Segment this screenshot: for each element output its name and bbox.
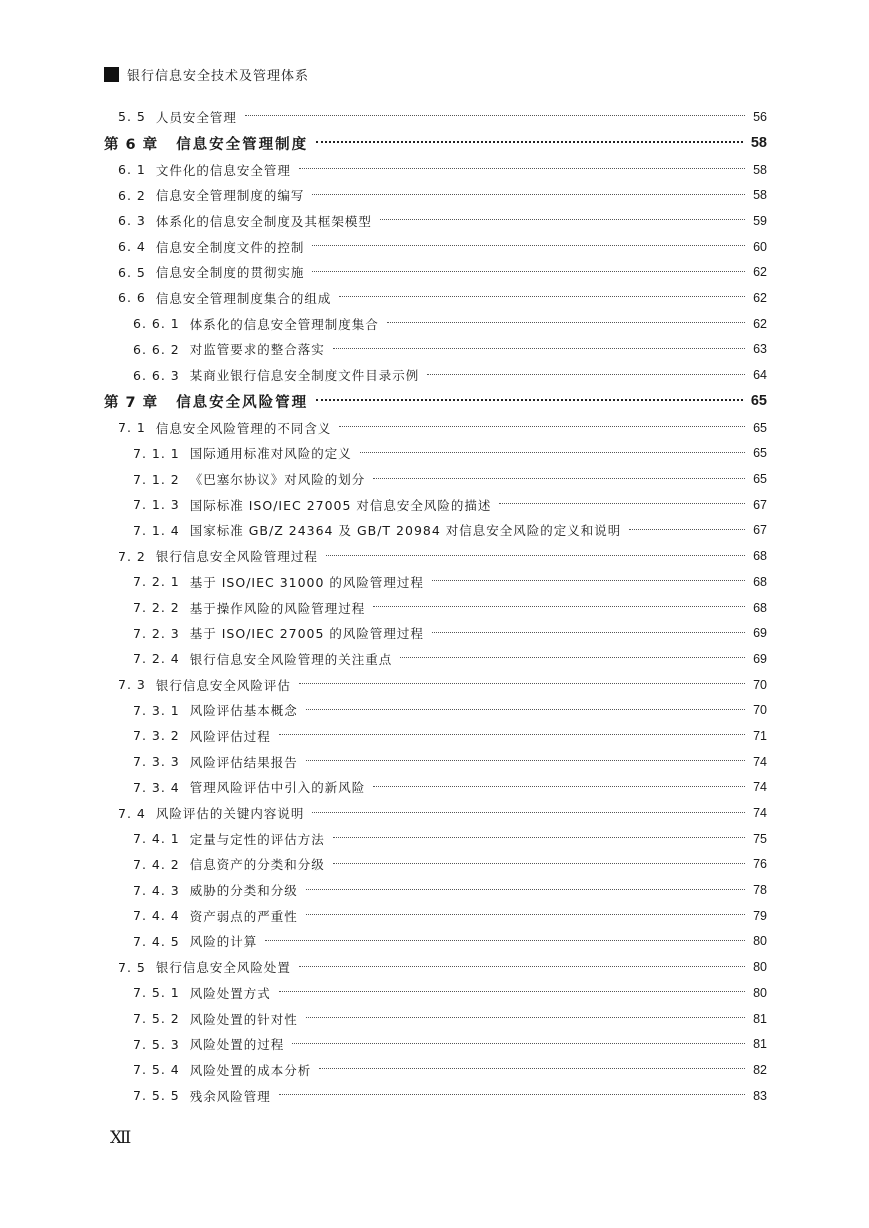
toc-entry-number: 6. 2 xyxy=(118,187,146,203)
toc-entry xyxy=(104,1006,767,1032)
dot-leader xyxy=(360,452,745,453)
toc-entry-number: 7. 3. 2 xyxy=(133,728,180,744)
dot-leader xyxy=(333,837,745,838)
toc-entry xyxy=(104,543,767,569)
toc-entry-title: 定量与定性的评估方法 xyxy=(189,831,325,847)
toc-entry-number: 6. 6. 2 xyxy=(133,341,180,357)
toc-entry-page-number: 70 xyxy=(753,703,767,718)
toc-entry-title: 银行信息安全风险管理的关注重点 xyxy=(189,651,393,667)
toc-entry-page-number: 80 xyxy=(753,934,767,949)
toc-entry-number: 7. 4. 1 xyxy=(133,831,180,847)
toc-entry-title: 体系化的信息安全管理制度集合 xyxy=(189,316,379,332)
toc-entry-page-number: 62 xyxy=(753,290,767,305)
dot-leader xyxy=(373,606,745,607)
toc-entry-title: 基于 ISO/IEC 31000 的风险管理过程 xyxy=(189,574,424,590)
toc-entry-page-number: 74 xyxy=(753,780,767,795)
toc-entry-number: 7. 5. 2 xyxy=(133,1011,180,1027)
toc-entry xyxy=(104,620,767,646)
toc-entry-title: 文件化的信息安全管理 xyxy=(155,162,291,178)
toc-entry-number: 7. 3. 3 xyxy=(133,754,180,770)
dot-leader xyxy=(499,503,745,504)
toc-entry xyxy=(104,749,767,775)
toc-entry-number: 5. 5 xyxy=(118,109,146,125)
dot-leader xyxy=(279,991,745,992)
toc-entry xyxy=(104,182,767,208)
dot-leader xyxy=(306,1017,745,1018)
dot-leader xyxy=(432,632,745,633)
toc-entry xyxy=(104,1083,767,1109)
toc-entry-number: 6. 6. 3 xyxy=(133,367,180,383)
toc-entry xyxy=(104,980,767,1006)
toc-entry-number: 7. 1. 4 xyxy=(133,522,180,538)
toc-entry-number: 6. 4 xyxy=(118,239,146,255)
toc-entry-page-number: 65 xyxy=(750,393,767,410)
toc-entry-title: 国家标准 GB/Z 24364 及 GB/T 20984 对信息安全风险的定义和说明 xyxy=(189,523,622,539)
dot-leader xyxy=(629,529,745,530)
toc-entry-title: 对监管要求的整合落实 xyxy=(189,342,325,358)
toc-entry-title: 风险评估的关键内容说明 xyxy=(155,806,305,822)
toc-entry-number: 7. 2. 4 xyxy=(133,651,180,667)
toc-entry-title: 信息安全制度的贯彻实施 xyxy=(155,265,305,281)
toc-entry-page-number: 63 xyxy=(753,342,767,357)
toc-entry-title: 风险评估结果报告 xyxy=(189,754,298,770)
dot-leader xyxy=(306,760,745,761)
toc-entry-number: 7. 5 xyxy=(118,959,146,975)
dot-leader xyxy=(432,580,745,581)
toc-entry-number: 7. 4. 5 xyxy=(133,933,180,949)
toc-entry xyxy=(104,595,767,621)
dot-leader xyxy=(312,245,745,246)
toc-entry xyxy=(104,569,767,595)
toc-entry-number: 6. 3 xyxy=(118,213,146,229)
toc-entry-page-number: 71 xyxy=(753,728,767,743)
toc-entry-page-number: 68 xyxy=(753,600,767,615)
toc-entry-title: 信息安全管理制度集合的组成 xyxy=(155,290,332,306)
dot-leader xyxy=(299,168,745,169)
toc-entry-page-number: 68 xyxy=(753,549,767,564)
toc-entry-page-number: 67 xyxy=(753,523,767,538)
dot-leader xyxy=(333,863,745,864)
toc-entry-title: 风险的计算 xyxy=(189,934,258,950)
toc-entry-title: 国际标准 ISO/IEC 27005 对信息安全风险的描述 xyxy=(189,497,492,513)
toc-entry-page-number: 75 xyxy=(753,831,767,846)
toc-entry-page-number: 78 xyxy=(753,883,767,898)
toc-entry-title: 基于 ISO/IEC 27005 的风险管理过程 xyxy=(189,626,424,642)
toc-entry-number: 7. 5. 3 xyxy=(133,1036,180,1052)
toc-entry-title: 信息资产的分类和分级 xyxy=(189,857,325,873)
toc-entry xyxy=(104,466,767,492)
toc-chapter-entry xyxy=(104,130,767,157)
toc-entry-title: 风险处置的针对性 xyxy=(189,1011,298,1027)
toc-entry-number: 第 7 章 xyxy=(104,394,159,411)
toc-entry xyxy=(104,518,767,544)
toc-entry-number: 6. 1 xyxy=(118,162,146,178)
toc-entry-page-number: 59 xyxy=(753,213,767,228)
toc-entry xyxy=(104,259,767,285)
toc-entry-title: 威胁的分类和分级 xyxy=(189,883,298,899)
dot-leader xyxy=(306,914,745,915)
toc-entry xyxy=(104,104,767,130)
toc-entry-title: 国际通用标准对风险的定义 xyxy=(189,446,352,462)
dot-leader xyxy=(279,1094,745,1095)
toc-entry-title: 信息安全管理制度 xyxy=(176,136,309,153)
toc-entry-page-number: 82 xyxy=(753,1062,767,1077)
toc-entry-number: 7. 4. 3 xyxy=(133,882,180,898)
dot-leader xyxy=(312,812,745,813)
toc-entry-title: 信息安全风险管理 xyxy=(176,394,309,411)
dot-leader xyxy=(265,940,745,941)
toc-entry-number: 7. 5. 1 xyxy=(133,985,180,1001)
toc-entry-title: 资产弱点的严重性 xyxy=(189,908,298,924)
toc-entry-number: 7. 2. 3 xyxy=(133,625,180,641)
toc-entry-number: 7. 3. 4 xyxy=(133,779,180,795)
toc-entry-page-number: 81 xyxy=(753,1037,767,1052)
toc-entry xyxy=(104,208,767,234)
toc-entry-title: 《巴塞尔协议》对风险的划分 xyxy=(189,472,366,488)
toc-entry xyxy=(104,311,767,337)
toc-entry-number: 7. 5. 4 xyxy=(133,1062,180,1078)
toc-entry xyxy=(104,285,767,311)
toc-entry-title: 风险处置的过程 xyxy=(189,1037,285,1053)
dot-leader xyxy=(306,709,745,710)
dot-leader xyxy=(326,555,745,556)
toc-entry-title: 信息安全制度文件的控制 xyxy=(155,239,305,255)
toc-entry xyxy=(104,1031,767,1057)
toc-chapter-entry xyxy=(104,388,767,415)
toc-entry-number: 7. 4 xyxy=(118,805,146,821)
toc-entry xyxy=(104,877,767,903)
toc-entry-page-number: 64 xyxy=(753,368,767,383)
toc-entry-page-number: 68 xyxy=(753,574,767,589)
toc-entry xyxy=(104,723,767,749)
page-folio: Ⅻ xyxy=(110,1128,131,1148)
toc-entry-title: 银行信息安全风险处置 xyxy=(155,960,291,976)
toc-entry-title: 信息安全管理制度的编写 xyxy=(155,188,305,204)
dot-leader xyxy=(319,1068,745,1069)
toc-entry-title: 管理风险评估中引入的新风险 xyxy=(189,780,366,796)
dot-leader xyxy=(339,426,745,427)
toc-entry-number: 7. 2. 2 xyxy=(133,600,180,616)
toc-entry xyxy=(104,800,767,826)
toc-entry xyxy=(104,672,767,698)
toc-entry-page-number: 80 xyxy=(753,960,767,975)
toc-entry-title: 信息安全风险管理的不同含义 xyxy=(155,420,332,436)
toc-entry-number: 7. 3. 1 xyxy=(133,702,180,718)
toc-entry-number: 6. 6. 1 xyxy=(133,316,180,332)
dot-leader xyxy=(279,734,745,735)
toc-entry xyxy=(104,234,767,260)
table-of-contents xyxy=(104,104,767,1108)
toc-entry-number: 7. 1. 1 xyxy=(133,445,180,461)
dot-leader xyxy=(316,141,743,143)
dot-leader xyxy=(306,889,745,890)
toc-entry-number: 7. 2 xyxy=(118,548,146,564)
toc-entry xyxy=(104,492,767,518)
toc-entry xyxy=(104,337,767,363)
toc-entry xyxy=(104,362,767,388)
toc-entry-page-number: 76 xyxy=(753,857,767,872)
toc-entry-page-number: 69 xyxy=(753,651,767,666)
toc-entry-page-number: 58 xyxy=(753,162,767,177)
dot-leader xyxy=(387,322,745,323)
toc-entry-title: 风险评估过程 xyxy=(189,728,271,744)
toc-entry-page-number: 81 xyxy=(753,1011,767,1026)
dot-leader xyxy=(299,966,745,967)
toc-entry-page-number: 65 xyxy=(753,446,767,461)
toc-entry-title: 风险评估基本概念 xyxy=(189,703,298,719)
toc-entry xyxy=(104,697,767,723)
toc-entry-page-number: 70 xyxy=(753,677,767,692)
dot-leader xyxy=(312,194,745,195)
toc-entry-number: 7. 1. 2 xyxy=(133,471,180,487)
toc-entry xyxy=(104,415,767,441)
dot-leader xyxy=(316,399,743,401)
header-title: 银行信息安全技术及管理体系 xyxy=(127,68,310,84)
toc-entry-number: 6. 6 xyxy=(118,290,146,306)
toc-entry xyxy=(104,852,767,878)
toc-entry-number: 7. 4. 2 xyxy=(133,856,180,872)
toc-entry-number: 7. 2. 1 xyxy=(133,574,180,590)
dot-leader xyxy=(339,296,745,297)
toc-entry-number: 第 6 章 xyxy=(104,136,159,153)
toc-entry-title: 某商业银行信息安全制度文件目录示例 xyxy=(189,368,420,384)
toc-entry-page-number: 58 xyxy=(753,188,767,203)
toc-entry-page-number: 83 xyxy=(753,1088,767,1103)
header-square-mark xyxy=(104,67,119,82)
dot-leader xyxy=(380,219,745,220)
toc-entry-page-number: 58 xyxy=(750,135,767,152)
toc-entry xyxy=(104,1057,767,1083)
dot-leader xyxy=(427,374,745,375)
running-header xyxy=(104,66,309,82)
dot-leader xyxy=(400,657,745,658)
toc-entry xyxy=(104,826,767,852)
dot-leader xyxy=(299,683,745,684)
toc-entry-page-number: 62 xyxy=(753,316,767,331)
toc-entry-page-number: 62 xyxy=(753,265,767,280)
toc-entry-number: 7. 5. 5 xyxy=(133,1088,180,1104)
toc-entry-title: 风险处置的成本分析 xyxy=(189,1062,312,1078)
toc-entry-title: 基于操作风险的风险管理过程 xyxy=(189,600,366,616)
dot-leader xyxy=(333,348,745,349)
toc-entry-page-number: 69 xyxy=(753,626,767,641)
toc-entry xyxy=(104,646,767,672)
dot-leader xyxy=(312,271,745,272)
toc-entry-number: 7. 4. 4 xyxy=(133,908,180,924)
toc-entry xyxy=(104,903,767,929)
toc-entry-title: 体系化的信息安全制度及其框架模型 xyxy=(155,213,372,229)
toc-entry-page-number: 65 xyxy=(753,472,767,487)
toc-entry xyxy=(104,929,767,955)
toc-entry-title: 人员安全管理 xyxy=(155,109,237,125)
toc-entry-number: 7. 1 xyxy=(118,420,146,436)
toc-entry-page-number: 67 xyxy=(753,497,767,512)
toc-entry-page-number: 56 xyxy=(753,109,767,124)
toc-entry xyxy=(104,441,767,467)
toc-entry-title: 风险处置方式 xyxy=(189,985,271,1001)
toc-entry xyxy=(104,954,767,980)
dot-leader xyxy=(292,1043,745,1044)
toc-entry-page-number: 74 xyxy=(753,806,767,821)
toc-entry-number: 7. 3 xyxy=(118,677,146,693)
toc-entry-page-number: 65 xyxy=(753,420,767,435)
dot-leader xyxy=(373,786,745,787)
toc-entry-number: 7. 1. 3 xyxy=(133,497,180,513)
dot-leader xyxy=(373,478,745,479)
toc-entry-number: 6. 5 xyxy=(118,264,146,280)
toc-entry-title: 银行信息安全风险评估 xyxy=(155,677,291,693)
dot-leader xyxy=(245,115,745,116)
toc-entry-page-number: 79 xyxy=(753,908,767,923)
toc-entry-page-number: 74 xyxy=(753,754,767,769)
toc-entry xyxy=(104,157,767,183)
toc-entry-title: 残余风险管理 xyxy=(189,1088,271,1104)
toc-entry-page-number: 80 xyxy=(753,985,767,1000)
toc-entry-title: 银行信息安全风险管理过程 xyxy=(155,549,318,565)
toc-entry xyxy=(104,775,767,801)
toc-entry-page-number: 60 xyxy=(753,239,767,254)
